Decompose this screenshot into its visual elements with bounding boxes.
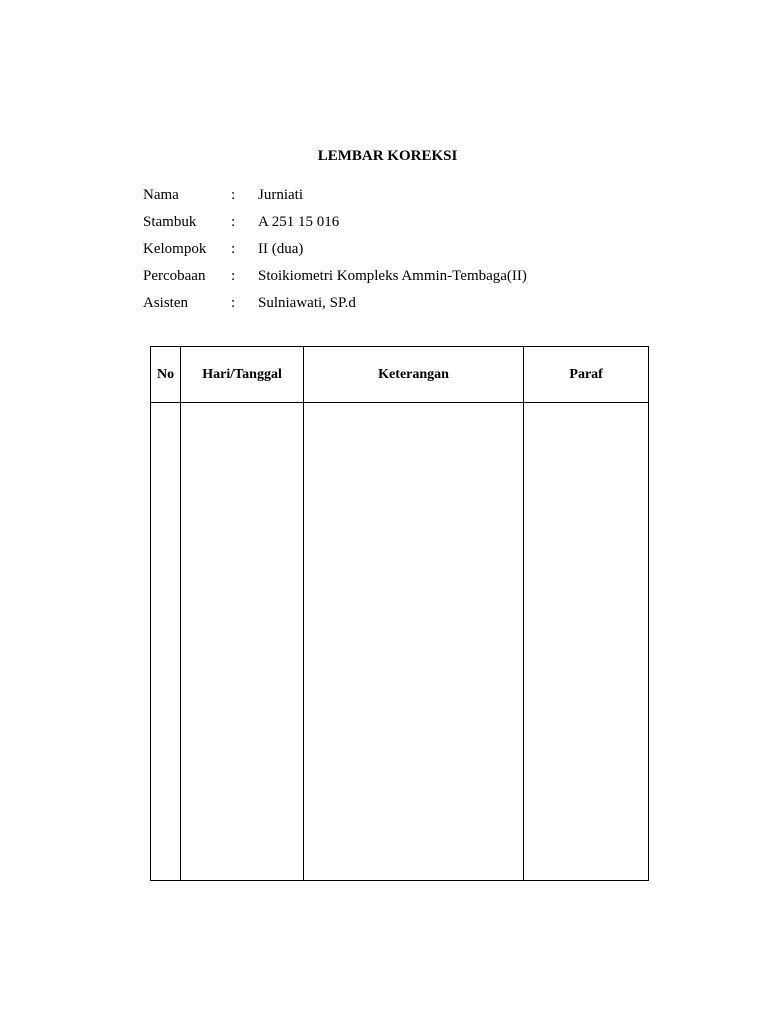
info-row-percobaan <box>143 266 663 293</box>
info-row-kelompok <box>143 239 663 266</box>
table-header-row <box>151 347 649 403</box>
info-label: Nama <box>143 187 179 203</box>
info-separator: : <box>231 214 236 230</box>
info-separator: : <box>231 187 236 203</box>
page-title: LEMBAR KOREKSI <box>317 148 458 164</box>
header-signature: Paraf <box>524 347 649 403</box>
correction-table <box>150 346 649 881</box>
info-value: Sulniawati, SP.d <box>258 295 356 311</box>
header-date: Hari/Tanggal <box>181 347 304 403</box>
info-label: Asisten <box>143 295 188 311</box>
info-label: Kelompok <box>143 241 207 257</box>
info-label: Stambuk <box>143 214 197 230</box>
header-notes: Keterangan <box>303 347 523 403</box>
header-no: No <box>151 347 181 403</box>
info-label: Percobaan <box>143 268 206 284</box>
info-row-asisten <box>143 293 663 320</box>
info-separator: : <box>231 268 236 284</box>
info-row-stambuk <box>143 212 663 239</box>
table-row <box>151 403 649 881</box>
cell-notes <box>303 403 523 881</box>
identity-info-block <box>143 185 663 320</box>
cell-date <box>181 403 304 881</box>
info-separator: : <box>231 295 236 311</box>
cell-signature <box>524 403 649 881</box>
info-value: A 251 15 016 <box>258 214 340 230</box>
info-separator: : <box>231 241 236 257</box>
info-value: II (dua) <box>258 241 304 257</box>
info-row-nama <box>143 185 663 212</box>
info-value: Jurniati <box>258 187 303 203</box>
cell-no <box>151 403 181 881</box>
info-value: Stoikiometri Kompleks Ammin-Tembaga(II) <box>258 268 527 284</box>
